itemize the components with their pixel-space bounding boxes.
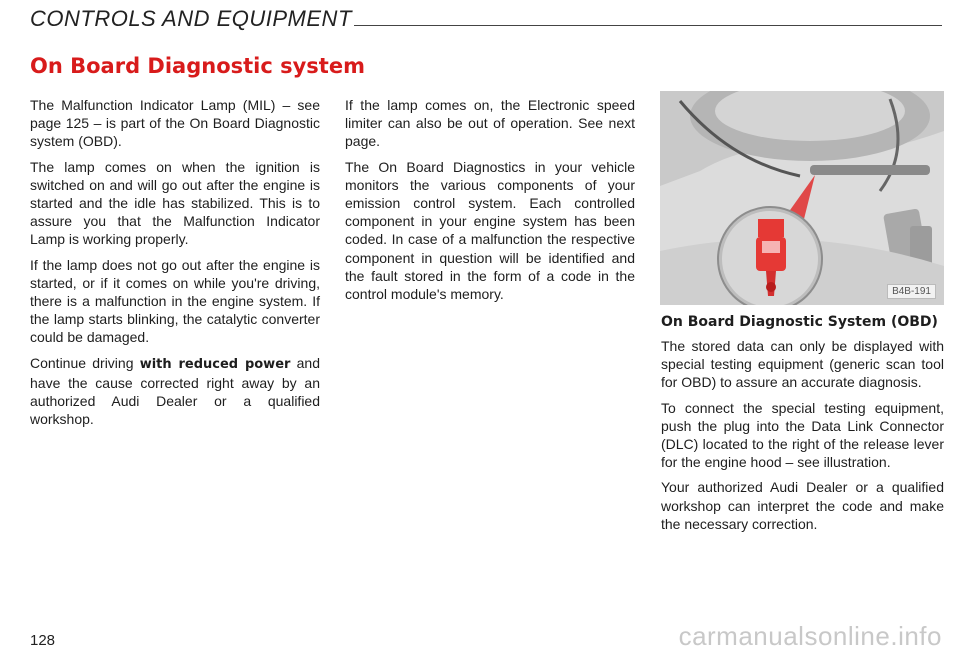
- text: Continue driving: [30, 354, 140, 371]
- watermark: carmanualsonline.info: [678, 621, 942, 651]
- page-header: [30, 6, 942, 38]
- header-rule: [330, 25, 942, 26]
- column-3: [661, 313, 944, 540]
- paragraph: To connect the special testing equipment, push the plug into the Data Link Connector (DLC) located to the right of the release lever for the engine hood – see illustration.: [661, 399, 944, 471]
- column-1: [30, 96, 320, 435]
- figure-label: B4B-191: [887, 284, 936, 299]
- paragraph: If the lamp does not go out after the engine is started, or if it comes on while you're driving, there is a malfunction in the engine system. If the lamp starts blinking, the catalytic converter could be damaged.: [30, 256, 320, 346]
- paragraph: The stored data can only be displayed with special testing equipment (generic scan tool for OBD) to assure an accurate diagnosis.: [661, 338, 944, 391]
- paragraph: Your authorized Audi Dealer or a qualified workshop can interpret the code and make the necessary correction.: [661, 479, 944, 532]
- text: and have the cause corrected right away by an authorized Audi Dealer or a qualified workshop.: [30, 354, 320, 428]
- paragraph: The lamp comes on when the ignition is switched on and will go out after the engine is started and the idle has stabilized. This is to assure you that the Malfunction Indicator Lamp is working properly.: [30, 158, 320, 248]
- page-number: 128: [30, 632, 56, 649]
- emphasis-text: with reduced power: [139, 356, 291, 372]
- paragraph: The Malfunction Indicator Lamp (MIL) – see page 125 – is part of the On Board Diagnostic system (OBD).: [30, 97, 320, 150]
- paragraph: If the lamp comes on, the Electronic speed limiter can also be out of operation. See next page.: [345, 97, 635, 150]
- subheading: On Board Diagnostic System (OBD): [661, 314, 938, 330]
- illustration-graphic: [660, 91, 944, 305]
- obd-connector-illustration: [660, 91, 944, 305]
- paragraph: [30, 354, 320, 429]
- page-title: On Board Diagnostic system: [30, 54, 365, 78]
- column-2: [345, 96, 635, 310]
- paragraph: The On Board Diagnostics in your vehicle monitors the various components of your emission control system. Each controlled component in your engine system has been coded. In case of a malfunction the respective component in question will be identified and the fault stored in the form of a code in the control module's memory.: [345, 158, 635, 303]
- section-title: CONTROLS AND EQUIPMENT: [30, 6, 352, 31]
